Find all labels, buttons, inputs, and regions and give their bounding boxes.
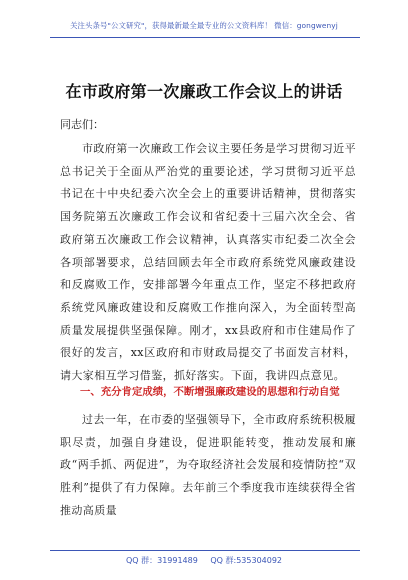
header-divider bbox=[50, 37, 360, 38]
section-heading-1: 一、充分肯定成绩，不断增强廉政建设的思想和行动自觉 bbox=[80, 386, 340, 398]
salutation: 同志们： bbox=[60, 118, 104, 131]
header-banner: 关注头条号"公文研究"，获得最新最全最专业的公文资料库！ 微信：gongwenyj bbox=[70, 21, 338, 30]
footer-qq-group-2: QQ 群:535304092 bbox=[210, 556, 283, 565]
footer-divider bbox=[50, 550, 360, 551]
body-paragraph-2: 过去一年，在市委的坚强领导下，全市政府系统积极履职尽责，加强自身建设，促进职能转变，推动发展和廉政“两手抓、两促进”，为夺取经济社会发展和疫情防控“双胜利”提供了有力保障。去年前三个季度我市连续获得全省推动高质量 bbox=[60, 413, 356, 517]
document-title: 在市政府第一次廉政工作会议上的讲话 bbox=[65, 82, 343, 101]
body-paragraph-1: 市政府第一次廉政工作会议主要任务是学习贯彻习近平总书记关于全面从严治党的重要论述，学习贯彻习近平总书记在十中央纪委六次全会上的重要讲话精神，贯彻落实国务院第五次廉政工作会议和省纪委十三届六次全会、省政府第五次廉政工作会议精神，认真落实市纪委二次全会各项部署要求，总结回顾去年全市政府系统党风廉政建设和反腐败工作，安排部署今年重点工作，坚定不移把政府系统党风廉政建设和反腐败工作推向深入，为全面转型高质量发展提供坚强保障。刚才，xx县政府和市住建局作了很好的发言，xx区政府和市财政局提交了书面发言材料，请大家相互学习借鉴，抓好落实。下面，我讲四点意见。 bbox=[60, 142, 356, 383]
footer bbox=[0, 555, 408, 566]
footer-qq-group-1: QQ 群：31991489 bbox=[125, 556, 198, 565]
